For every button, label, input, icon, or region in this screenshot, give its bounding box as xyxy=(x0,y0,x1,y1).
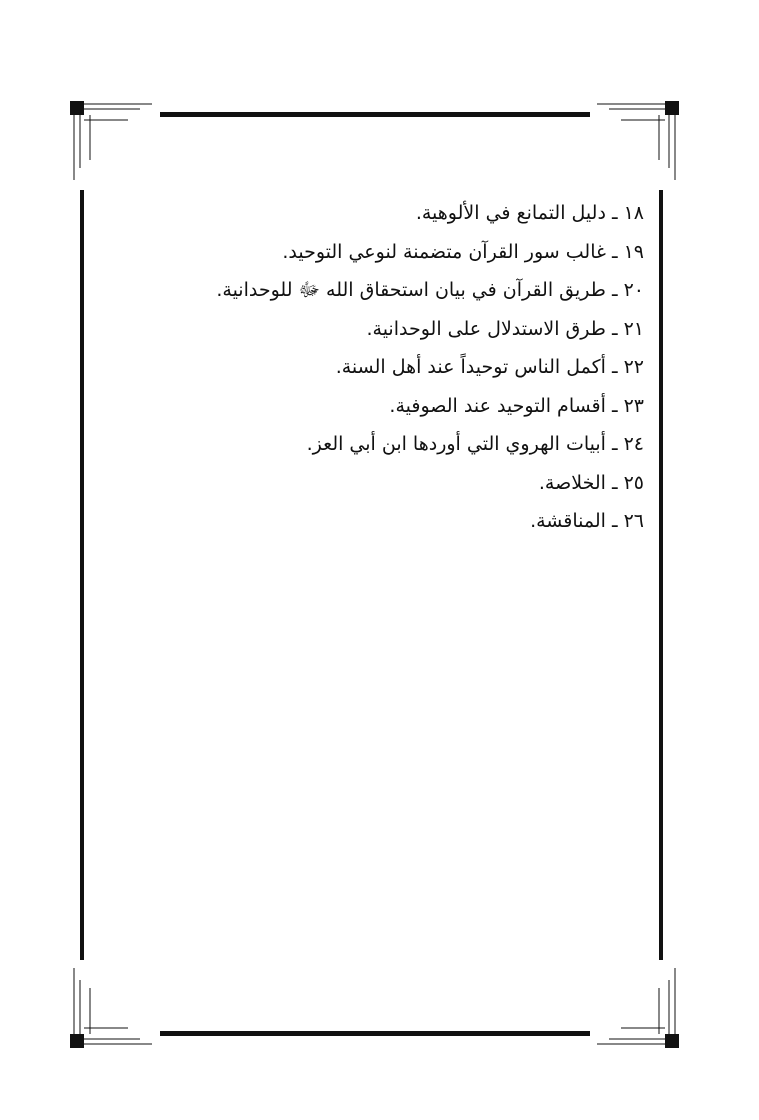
toc-item-number: ١٨ xyxy=(623,202,644,224)
toc-item-text: الخلاصة. xyxy=(538,471,606,494)
toc-item-text: طريق القرآن في بيان استحقاق الله ﷻ للوحدانية. xyxy=(216,279,606,301)
toc-item-number: ٢٦ xyxy=(623,510,644,532)
toc-item-text: أقسام التوحيد عند الصوفية. xyxy=(389,394,606,417)
toc-item-text: المناقشة. xyxy=(530,510,606,532)
top-border-rule xyxy=(160,112,590,117)
corner-ornament-bottom-right xyxy=(597,968,679,1048)
toc-item: ١٩ ـ غالب سور القرآن متضمنة لنوعي التوحيد. xyxy=(282,240,644,263)
toc-item-text: غالب سور القرآن متضمنة لنوعي التوحيد. xyxy=(282,240,606,263)
bottom-border-rule xyxy=(160,1031,590,1036)
right-border-rule xyxy=(659,190,663,960)
toc-item-text: أبيات الهروي التي أوردها ابن أبي العز. xyxy=(306,433,606,455)
corner-ornament-top-right xyxy=(597,101,679,180)
toc-item-number: ٢٠ xyxy=(623,279,644,301)
corner-ornament-top-left xyxy=(70,101,152,180)
toc-item-text: أكمل الناس توحيداً عند أهل السنة. xyxy=(335,356,606,378)
toc-item: ١٨ ـ دليل التمانع في الألوهية. xyxy=(415,202,644,224)
toc-item: ٢٦ ـ المناقشة. xyxy=(530,510,644,532)
toc-item-number: ٢١ xyxy=(623,317,644,340)
toc-item-number: ٢٣ xyxy=(623,394,644,417)
toc-item: ٢١ ـ طرق الاستدلال على الوحدانية. xyxy=(366,317,644,340)
toc-item-number: ٢٢ xyxy=(623,356,644,378)
toc-item: ٢٢ ـ أكمل الناس توحيداً عند أهل السنة. xyxy=(335,356,644,378)
left-border-rule xyxy=(80,190,84,960)
toc-item: ٢٣ ـ أقسام التوحيد عند الصوفية. xyxy=(389,394,644,417)
toc-item: ٢٤ ـ أبيات الهروي التي أوردها ابن أبي العز. xyxy=(306,433,644,455)
toc-item-number: ٢٤ xyxy=(623,433,644,455)
toc-item-text: طرق الاستدلال على الوحدانية. xyxy=(366,317,606,340)
table-of-contents-list xyxy=(150,194,644,541)
toc-item-number: ٢٥ xyxy=(623,471,644,494)
toc-item-number: ١٩ xyxy=(623,240,644,263)
toc-item: ٢٠ ـ طريق القرآن في بيان استحقاق الله ﷻ للوحدانية. xyxy=(216,279,644,301)
toc-item: ٢٥ ـ الخلاصة. xyxy=(538,471,644,494)
toc-item-text: دليل التمانع في الألوهية. xyxy=(415,202,606,224)
corner-ornament-bottom-left xyxy=(70,968,152,1048)
